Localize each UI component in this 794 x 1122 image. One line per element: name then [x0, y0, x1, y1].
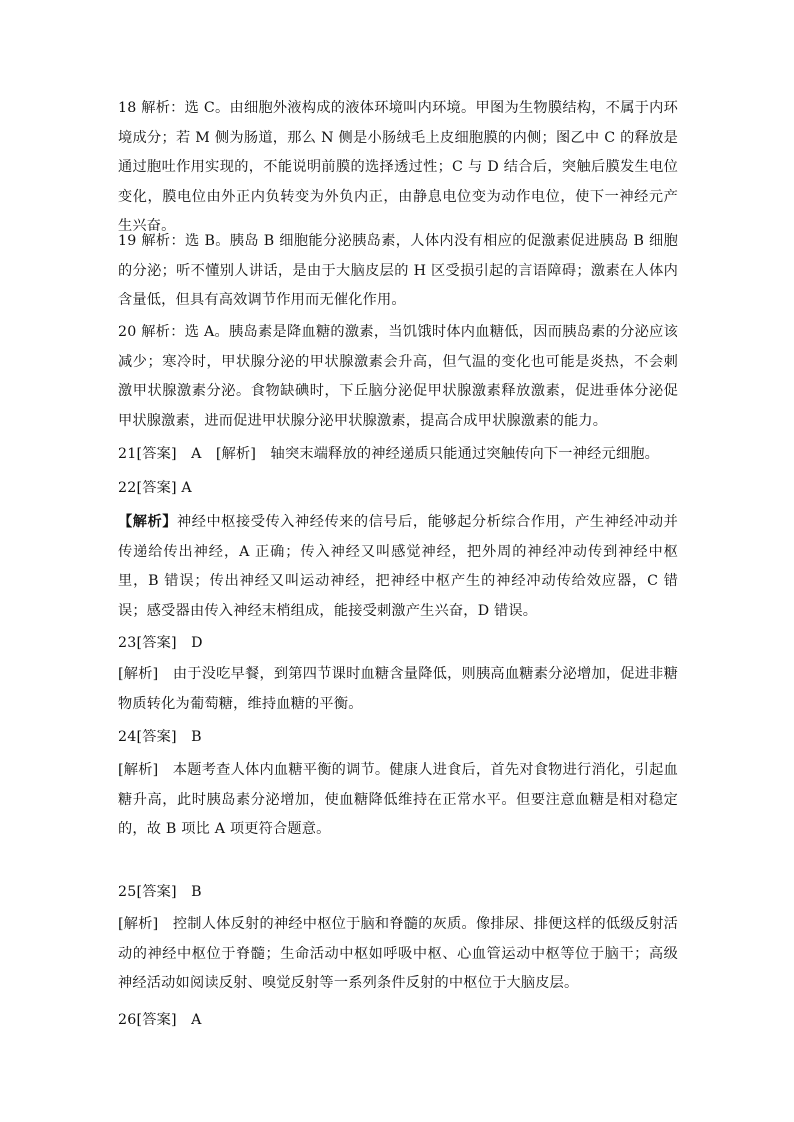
answer-25: 25[答案] B	[118, 884, 202, 900]
explanation-22-tag: 【解析】	[118, 514, 177, 530]
explanation-20: 20 解析：选 A。胰岛素是降血糖的激素，当饥饿时体内血糖低，因而胰岛素的分泌应该减少；寒冷时，甲状腺分泌的甲状腺激素会升高，但气温的变化也可能是炎热，不会刺激甲状腺激素分泌。食物缺碘时，下丘脑分泌促甲状腺激素释放激素，促进垂体分泌促甲状腺激素，进而促进甲状腺分泌甲状腺激素，提高合成甲状腺激素的能力。	[118, 324, 678, 429]
answer-24: 24[答案] B	[118, 729, 202, 745]
explanation-23: [解析] 由于没吃早餐，到第四节课时血糖含量降低，则胰高血糖素分泌增加，促进非糖物质转化为葡萄糖，维持血糖的平衡。	[118, 666, 678, 712]
answer-22: 22[答案] A	[118, 480, 192, 496]
explanation-24: [解析] 本题考查人体内血糖平衡的调节。健康人进食后，首先对食物进行消化，引起血糖升高，此时胰岛素分泌增加，使血糖降低维持在正常水平。但要注意血糖是相对稳定的，故 B 项比 A 项更符合题意。	[118, 762, 678, 838]
explanation-22	[118, 508, 678, 626]
explanation-25: [解析] 控制人体反射的神经中枢位于脑和脊髓的灰质。像排尿、排便这样的低级反射活动的神经中枢位于脊髓；生命活动中枢如呼吸中枢、心血管运动中枢等位于脑干；高级神经活动如阅读反射、嗅觉反射等一系列条件反射的中枢位于大脑皮层。	[118, 916, 678, 992]
explanation-22-text: 神经中枢接受传入神经传来的信号后，能够起分析综合作用，产生神经冲动并传递给传出神经，A 正确；传入神经又叫感觉神经，把外周的神经冲动传到神经中枢里，B 错误；传出神经又叫运动神经，把神经中枢产生的神经冲动传给效应器，C 错误；感受器由传入神经末梢组成，能接受刺激产生兴奋，D 错误。	[118, 514, 678, 619]
answer-26: 26[答案] A	[118, 1012, 202, 1028]
explanation-19: 19 解析：选 B。胰岛 B 细胞能分泌胰岛素，人体内没有相应的促激素促进胰岛 B 细胞的分泌；听不懂别人讲话，是由于大脑皮层的 H 区受损引起的言语障碍；激素在人体内含量低，但具有高效调节作用而无催化作用。	[118, 233, 678, 309]
explanation-18: 18 解析：选 C。由细胞外液构成的液体环境叫内环境。甲图为生物膜结构，不属于内环境成分；若 M 侧为肠道，那么 N 侧是小肠绒毛上皮细胞膜的内侧；图乙中 C 的释放是通过胞吐作用实现的，不能说明前膜的选择透过性；C 与 D 结合后，突触后膜发生电位变化，膜电位由外正内负转变为外负内正，由静息电位变为动作电位，使下一神经元产生兴奋。	[118, 100, 678, 235]
answer-23: 23[答案] D	[118, 635, 203, 651]
answer-21: 21[答案] A [解析] 轴突末端释放的神经递质只能通过突触传向下一神经元细胞。	[118, 446, 660, 462]
